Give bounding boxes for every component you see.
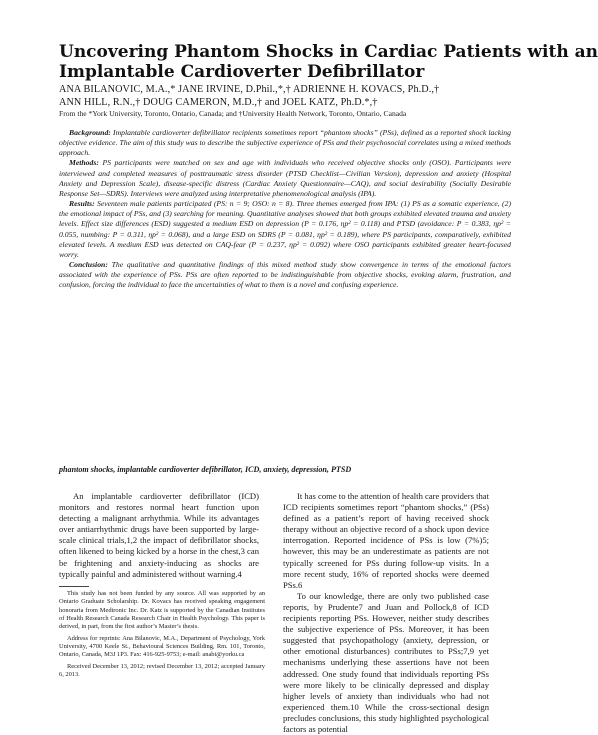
body-paragraph: It has come to the attention of health care providers that ICD recipients sometimes report “phantom shocks,” (PSs) defined as a patient’s report of having received shock therapy without an objective record of a shock upon device interrogation. Reported incidence of PSs is low (7%)5; however, this may be an underestimate as patients are not typically screened for PSs during follow-up visits. In a more recent study, 16% of reported shocks were deemed PSs.6 (283, 491, 489, 590)
author-list (59, 84, 499, 109)
abstract-conclusion (59, 260, 511, 290)
article-title (59, 42, 598, 82)
article-title-line: Implantable Cardioverter Defibrillator (59, 62, 425, 82)
abstract-background (59, 128, 511, 158)
abstract-methods (59, 158, 511, 199)
abstract-results (59, 199, 511, 260)
body-column-left (59, 491, 259, 580)
abstract-label: Methods: (69, 158, 99, 168)
footnotes (59, 590, 265, 682)
body-paragraph: To our knowledge, there are only two published case reports, by Prudente7 and Juan and Pollock,8 of ICD recipients reporting PSs. However, neither study describes the subjective experience of PSs. Moreover, it has been suggested that psychopathology (anxiety, depression, or other emotional disturbances) contributes to PSs;7,9 yet mechanisms underlying these assertions have not been addressed. One study found that individuals reporting PSs were more likely to be clinically depressed and display higher levels of anxiety than individuals who had not experienced them.10 While the cross-sectional design precludes conclusions, this study highlighted psychological factors as potential (283, 590, 489, 734)
affiliation-text: From the *York University, Toronto, Ontario, Canada; and †University Health Network, Toronto, Ontario, Canada (59, 109, 407, 118)
abstract-text: Seventeen male patients participated (PS: n = 9; OSO: n = 8). Three themes emerged from IPA: (1) PS as a somatic experience, (2) the emotional impact of PSs, and (3) searching for meaning. Quantitative analyses showed that both groups exhibited elevated trauma and anxiety levels. Effect size differences (ESD) suggested a medium ESD on depression (P = 0.176, ηp² = 0.118) and PTSD (avoidance: P = 0.383, ηp² = 0.055, numbing: P = 0.311, ηp² = 0.068), and a large ESD on SDRS (P = 0.081, ηp² = 0.189), where PS participants, comparatively, exhibited elevated levels. A medium ESD was detected on CAQ-fear (P = 0.237, ηp² = 0.092) where OSO participants exhibited greater heart-focused worry. (59, 199, 512, 259)
footnote-received: Received December 13, 2012; revised December 13, 2012; accepted January 6, 2013. (59, 662, 265, 679)
body-paragraph: An implantable cardioverter defibrillator (ICD) monitors and restores normal heart function upon detecting a malignant arrhythmia. While its advantages over antiarrhythmic drugs have been supported by large-scale clinical trials,1,2 the impact of defibrillator shocks, often likened to being kicked by a horse in the chest,3 can be frightening and anxiety-inducing as shocks are typically painful and administered without warning.4 (59, 491, 259, 579)
footnote-funding: This study has not been funded by any source. All was supported by an Ontario Graduate Scholarship. Dr. Kovacs has received speaking engagement honoraria from Medtronic Inc. Dr. Katz is supported by the Canadian Institutes of Health Research Canada Research Chair in Health Psychology. This paper is derived, in part, from the first author’s Master’s thesis. (59, 590, 265, 631)
abstract-label: Conclusion: (69, 260, 108, 270)
body-column-right (283, 491, 489, 735)
footnote-divider (59, 586, 89, 587)
abstract-text: PS participants were matched on sex and age with individuals who received objective shocks only (OSO). Participants were interviewed and completed measures of posttraumatic stress disorder (PTSD Checklist—Civilian Version), depression and anxiety (Hospital Anxiety and Depression Scale), disease-specific distress (Cardiac Anxiety Questionnaire—CAQ), and social desirability (Socially Desirable Response Set—SDRS). Interviews were analyzed using interpretative phenomenological analysis (IPA). (59, 158, 511, 198)
abstract-text: The qualitative and quantitative findings of this mixed method study show convergence in terms of the emotional factors associated with the experience of PSs. PSs are often reported to be indistinguishable from objective shocks, evoking alarm, frustration, and confusion, forcing the individual to face the uncertainties of what to them is a novel and confusing experience. (59, 260, 512, 290)
abstract-text: Implantable cardioverter defibrillator recipients sometimes report “phantom shocks” (PSs), defined as a reported shock lacking objective evidence. The aim of this study was to describe the subjective experience of PSs and their psychosocial correlates using a mixed methods approach. (59, 128, 511, 158)
author-line: ANA BILANOVIC, M.A.,* JANE IRVINE, D.Phil.,*,† ADRIENNE H. KOVACS, Ph.D.,† (59, 84, 440, 95)
affiliation (59, 109, 509, 119)
abstract-label: Background: (69, 128, 111, 137)
footnote-address: Address for reprints: Ana Bilanovic, M.A., Department of Psychology, York University, 4700 Keele St., Behavioural Sciences Building, Rm. 101, Toronto, Ontario, Canada, M3J 1P3. Fax: 416-925-9753; e-mail: anabi@yorku.ca (59, 634, 265, 659)
abstract (59, 128, 511, 291)
abstract-label: Results: (69, 199, 95, 209)
keywords: phantom shocks, implantable cardioverter defibrillator, ICD, anxiety, depression, PTSD (59, 465, 352, 474)
article-title-line: Uncovering Phantom Shocks in Cardiac Patients with an (59, 42, 598, 62)
author-line: ANN HILL, R.N.,† DOUG CAMERON, M.D.,† and JOEL KATZ, Ph.D.*,† (59, 96, 378, 108)
